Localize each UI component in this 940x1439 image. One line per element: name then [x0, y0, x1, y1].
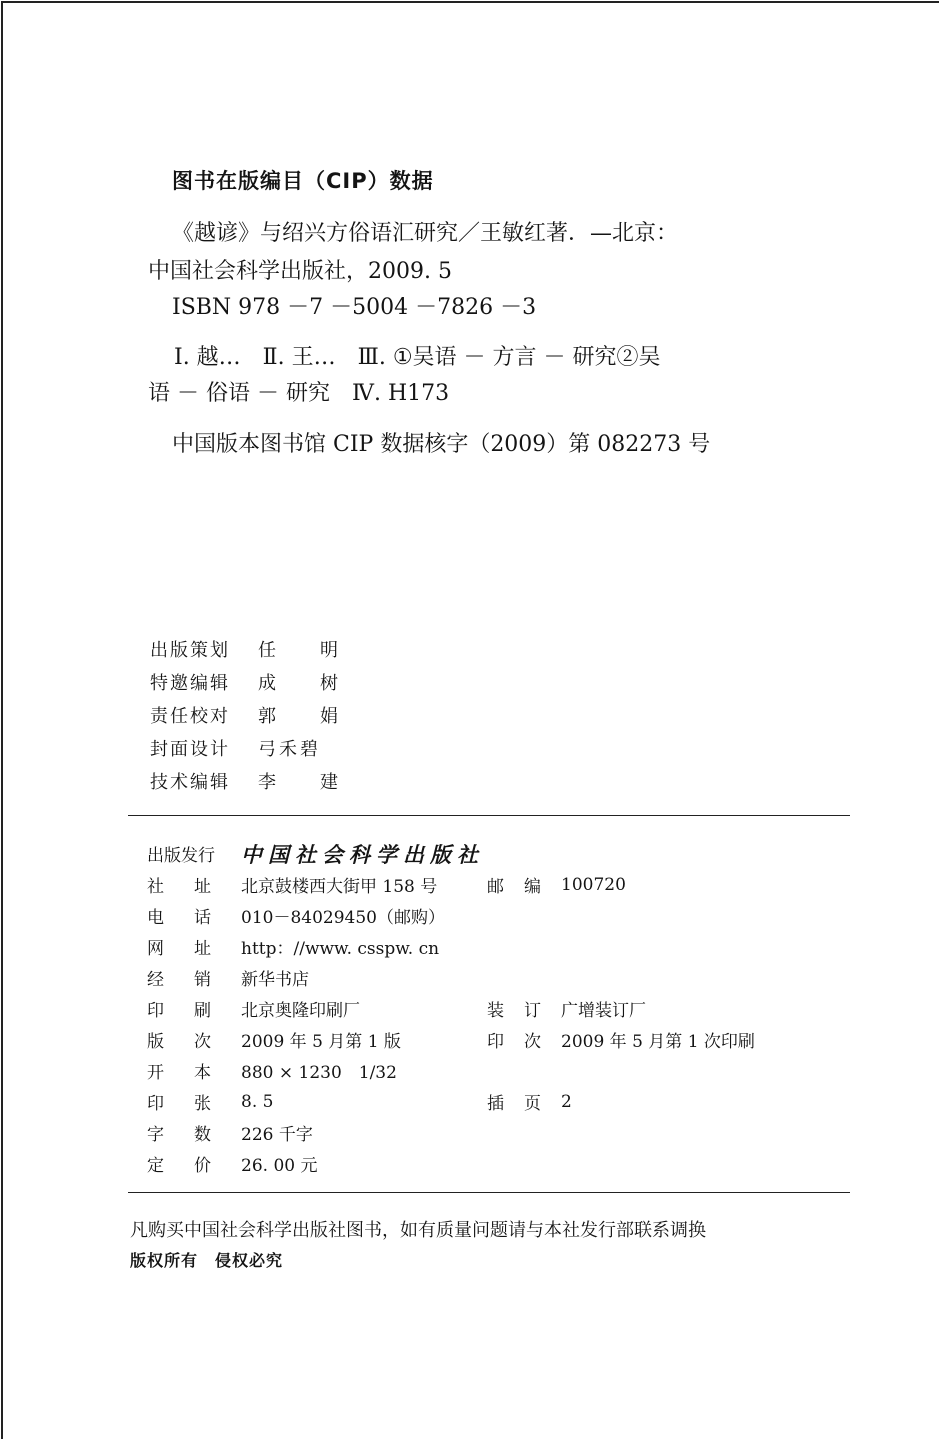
pub-key: 定 价 [147, 1156, 211, 1176]
staff-role: 出版策划 [150, 640, 230, 661]
pub-row [147, 962, 847, 993]
pub-row [147, 1055, 847, 1086]
staff-name: 成 树 [258, 673, 338, 694]
pub-key: 印 刷 [147, 1001, 211, 1021]
staff-row [150, 669, 338, 702]
staff-credits [150, 636, 338, 801]
copyright-notice: 版权所有 侵权必究 [130, 1251, 284, 1270]
website-url[interactable]: http：//www. csspw. cn [241, 939, 440, 959]
pub-key-right: 印 次 [487, 1032, 541, 1052]
cip-record-number: 中国版本图书馆 CIP 数据核字（2009）第 082273 号 [172, 432, 711, 457]
pub-key-right: 装 订 [487, 1001, 541, 1021]
pub-row [147, 1086, 847, 1117]
staff-role: 封面设计 [150, 739, 230, 760]
pub-key: 电 话 [147, 908, 211, 928]
pub-value-right: 广增装订厂 [561, 1001, 646, 1021]
pub-row [147, 1117, 847, 1148]
issuer-label: 出版发行 [147, 846, 215, 866]
publication-info [147, 838, 847, 1179]
pub-key: 字 数 [147, 1125, 211, 1145]
pub-key: 网 址 [147, 939, 211, 959]
staff-row [150, 768, 338, 801]
staff-row [150, 702, 338, 735]
pub-value: 北京鼓楼西大街甲 158 号 [241, 877, 438, 897]
pub-value: 8. 5 [241, 1091, 274, 1112]
pub-value-right: 100720 [561, 874, 626, 895]
publisher-logo: 中国社会科学出版社 [241, 841, 484, 867]
pub-key: 社 址 [147, 877, 211, 897]
staff-name: 弓禾碧 [258, 739, 321, 760]
staff-name: 郭 娟 [258, 706, 338, 727]
staff-name: 李 建 [258, 772, 338, 793]
cip-line-2: 中国社会科学出版社，2009. 5 [148, 259, 452, 284]
pub-value: 010－84029450（邮购） [241, 908, 445, 928]
issuer-row [147, 838, 847, 869]
cip-heading: 图书在版编目（CIP）数据 [172, 169, 434, 193]
pub-key: 印 张 [147, 1094, 211, 1114]
cip-classification-2: 语 － 俗语 － 研究 Ⅳ. H173 [148, 381, 450, 406]
pub-value-right: 2 [561, 1091, 572, 1112]
pub-row [147, 1024, 847, 1055]
divider-bottom [128, 1192, 850, 1193]
price-value: 26. 00 元 [241, 1156, 318, 1176]
pub-key: 版 次 [147, 1032, 211, 1052]
pub-value: 北京奥隆印刷厂 [241, 1001, 360, 1021]
pub-row [147, 993, 847, 1024]
cip-line-1: 《越谚》与绍兴方俗语汇研究／王敏红著．—北京： [172, 221, 679, 246]
staff-role: 特邀编辑 [150, 673, 230, 694]
pub-value: 2009 年 5 月第 1 版 [241, 1032, 401, 1052]
divider-top [128, 815, 850, 816]
pub-row [147, 931, 847, 962]
pub-value: 880 × 1230 1/32 [241, 1063, 397, 1083]
pub-value-right: 2009 年 5 月第 1 次印刷 [561, 1032, 755, 1052]
pub-row [147, 900, 847, 931]
pub-row [147, 1148, 847, 1179]
staff-row [150, 636, 338, 669]
quality-notice: 凡购买中国社会科学出版社图书，如有质量问题请与本社发行部联系调换 [130, 1220, 706, 1241]
cip-classification-1: Ⅰ. 越… Ⅱ. 王… Ⅲ. ①吴语 － 方言 － 研究②吴 [174, 345, 661, 370]
pub-row [147, 869, 847, 900]
staff-role: 技术编辑 [150, 772, 230, 793]
staff-name: 任 明 [258, 640, 338, 661]
pub-key: 开 本 [147, 1063, 211, 1083]
pub-key-right: 邮 编 [487, 877, 541, 897]
pub-key-right: 插 页 [487, 1094, 541, 1114]
staff-role: 责任校对 [150, 706, 230, 727]
pub-value: 新华书店 [241, 970, 309, 990]
staff-row [150, 735, 338, 768]
pub-value: 226 千字 [241, 1125, 313, 1145]
pub-key: 经 销 [147, 970, 211, 990]
cip-isbn: ISBN 978 －7 －5004 －7826 －3 [172, 295, 537, 320]
